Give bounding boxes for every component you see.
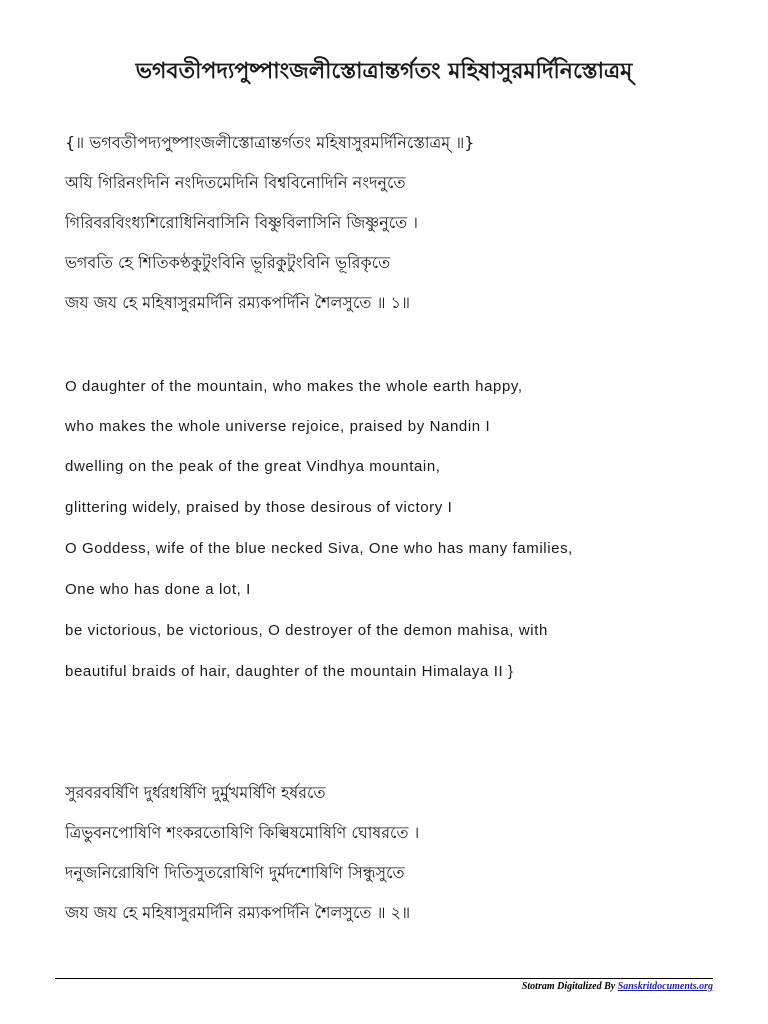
translation-line-8: beautiful braids of hair, daughter of the mountain Himalaya II } (65, 663, 514, 680)
translation-line-1: O daughter of the mountain, who makes the whole earth happy, (65, 378, 523, 395)
verse-1-line-3: গিরিবরবিংধ্যশিরোধিনিবাসিনি বিষ্ণুবিলাসিনি জিষ্ণুনুতে । (65, 213, 418, 232)
translation-line-5: O Goddess, wife of the blue necked Siva, One who has many families, (65, 540, 573, 557)
translation-line-2: who makes the whole universe rejoice, praised by Nandin I (65, 418, 491, 435)
verse-2-line-4: জয জয হে মহিষাসুরমর্দিনি রম্যকপর্দিনি শৈলসুতে ॥ ২॥ (65, 903, 411, 922)
footer-credit (522, 980, 713, 994)
translation-line-7: be victorious, be victorious, O destroyer of the demon mahisa, with (65, 622, 548, 639)
verse-2-line-3: দনুজনিরোষিণি দিতিসুতরোষিণি দুর্মদশোষিণি সিন্ধুসুতে (65, 863, 405, 882)
translation-line-4: glittering widely, praised by those desirous of victory I (65, 499, 453, 516)
verse-1-line-4: ভগবতি হে শিতিকণ্ঠকুটুংবিনি ভূরিকুটুংবিনি ভূরিকৃতে (65, 253, 391, 272)
verse-1-line-5: জয জয হে মহিষাসুরমর্দিনি রম্যকপর্দিনি শৈলসুতে ॥ ১॥ (65, 293, 411, 312)
footer-source-link[interactable]: Sanskritdocuments.org (617, 981, 713, 992)
verse-1-line-1: {॥ ভগবতীপদ্যপুষ্পাংজলীস্তোত্রান্তর্গতং মহিষাসুরমর্দিনিস্তোত্রম্ ॥} (65, 133, 475, 152)
verse-1-line-2: অযি গিরিনংদিনি নংদিতমেদিনি বিশ্ববিনোদিনি নংদনুতে (65, 173, 406, 192)
footer-divider (55, 978, 713, 979)
translation-line-6: One who has done a lot, I (65, 581, 251, 598)
footer-credit-text: Stotram Digitalized By (521, 981, 616, 992)
translation-line-3: dwelling on the peak of the great Vindhya mountain, (65, 458, 441, 475)
page-title: ভগবতীপদ্যপুষ্পাংজলীস্তোত্রান্তর্গতং মহিষাসুরমর্দিনিস্তোত্রম্ (135, 59, 633, 84)
verse-2-line-2: ত্রিভুবনপোষিণি শংকরতোষিণি কিল্বিষমোষিণি ঘোষরতে । (65, 823, 420, 842)
verse-2-line-1: সুরবরবর্ষিণি দুর্ধরধর্ষিণি দুর্মুখমর্ষিণি হর্ষরতে (65, 783, 326, 802)
